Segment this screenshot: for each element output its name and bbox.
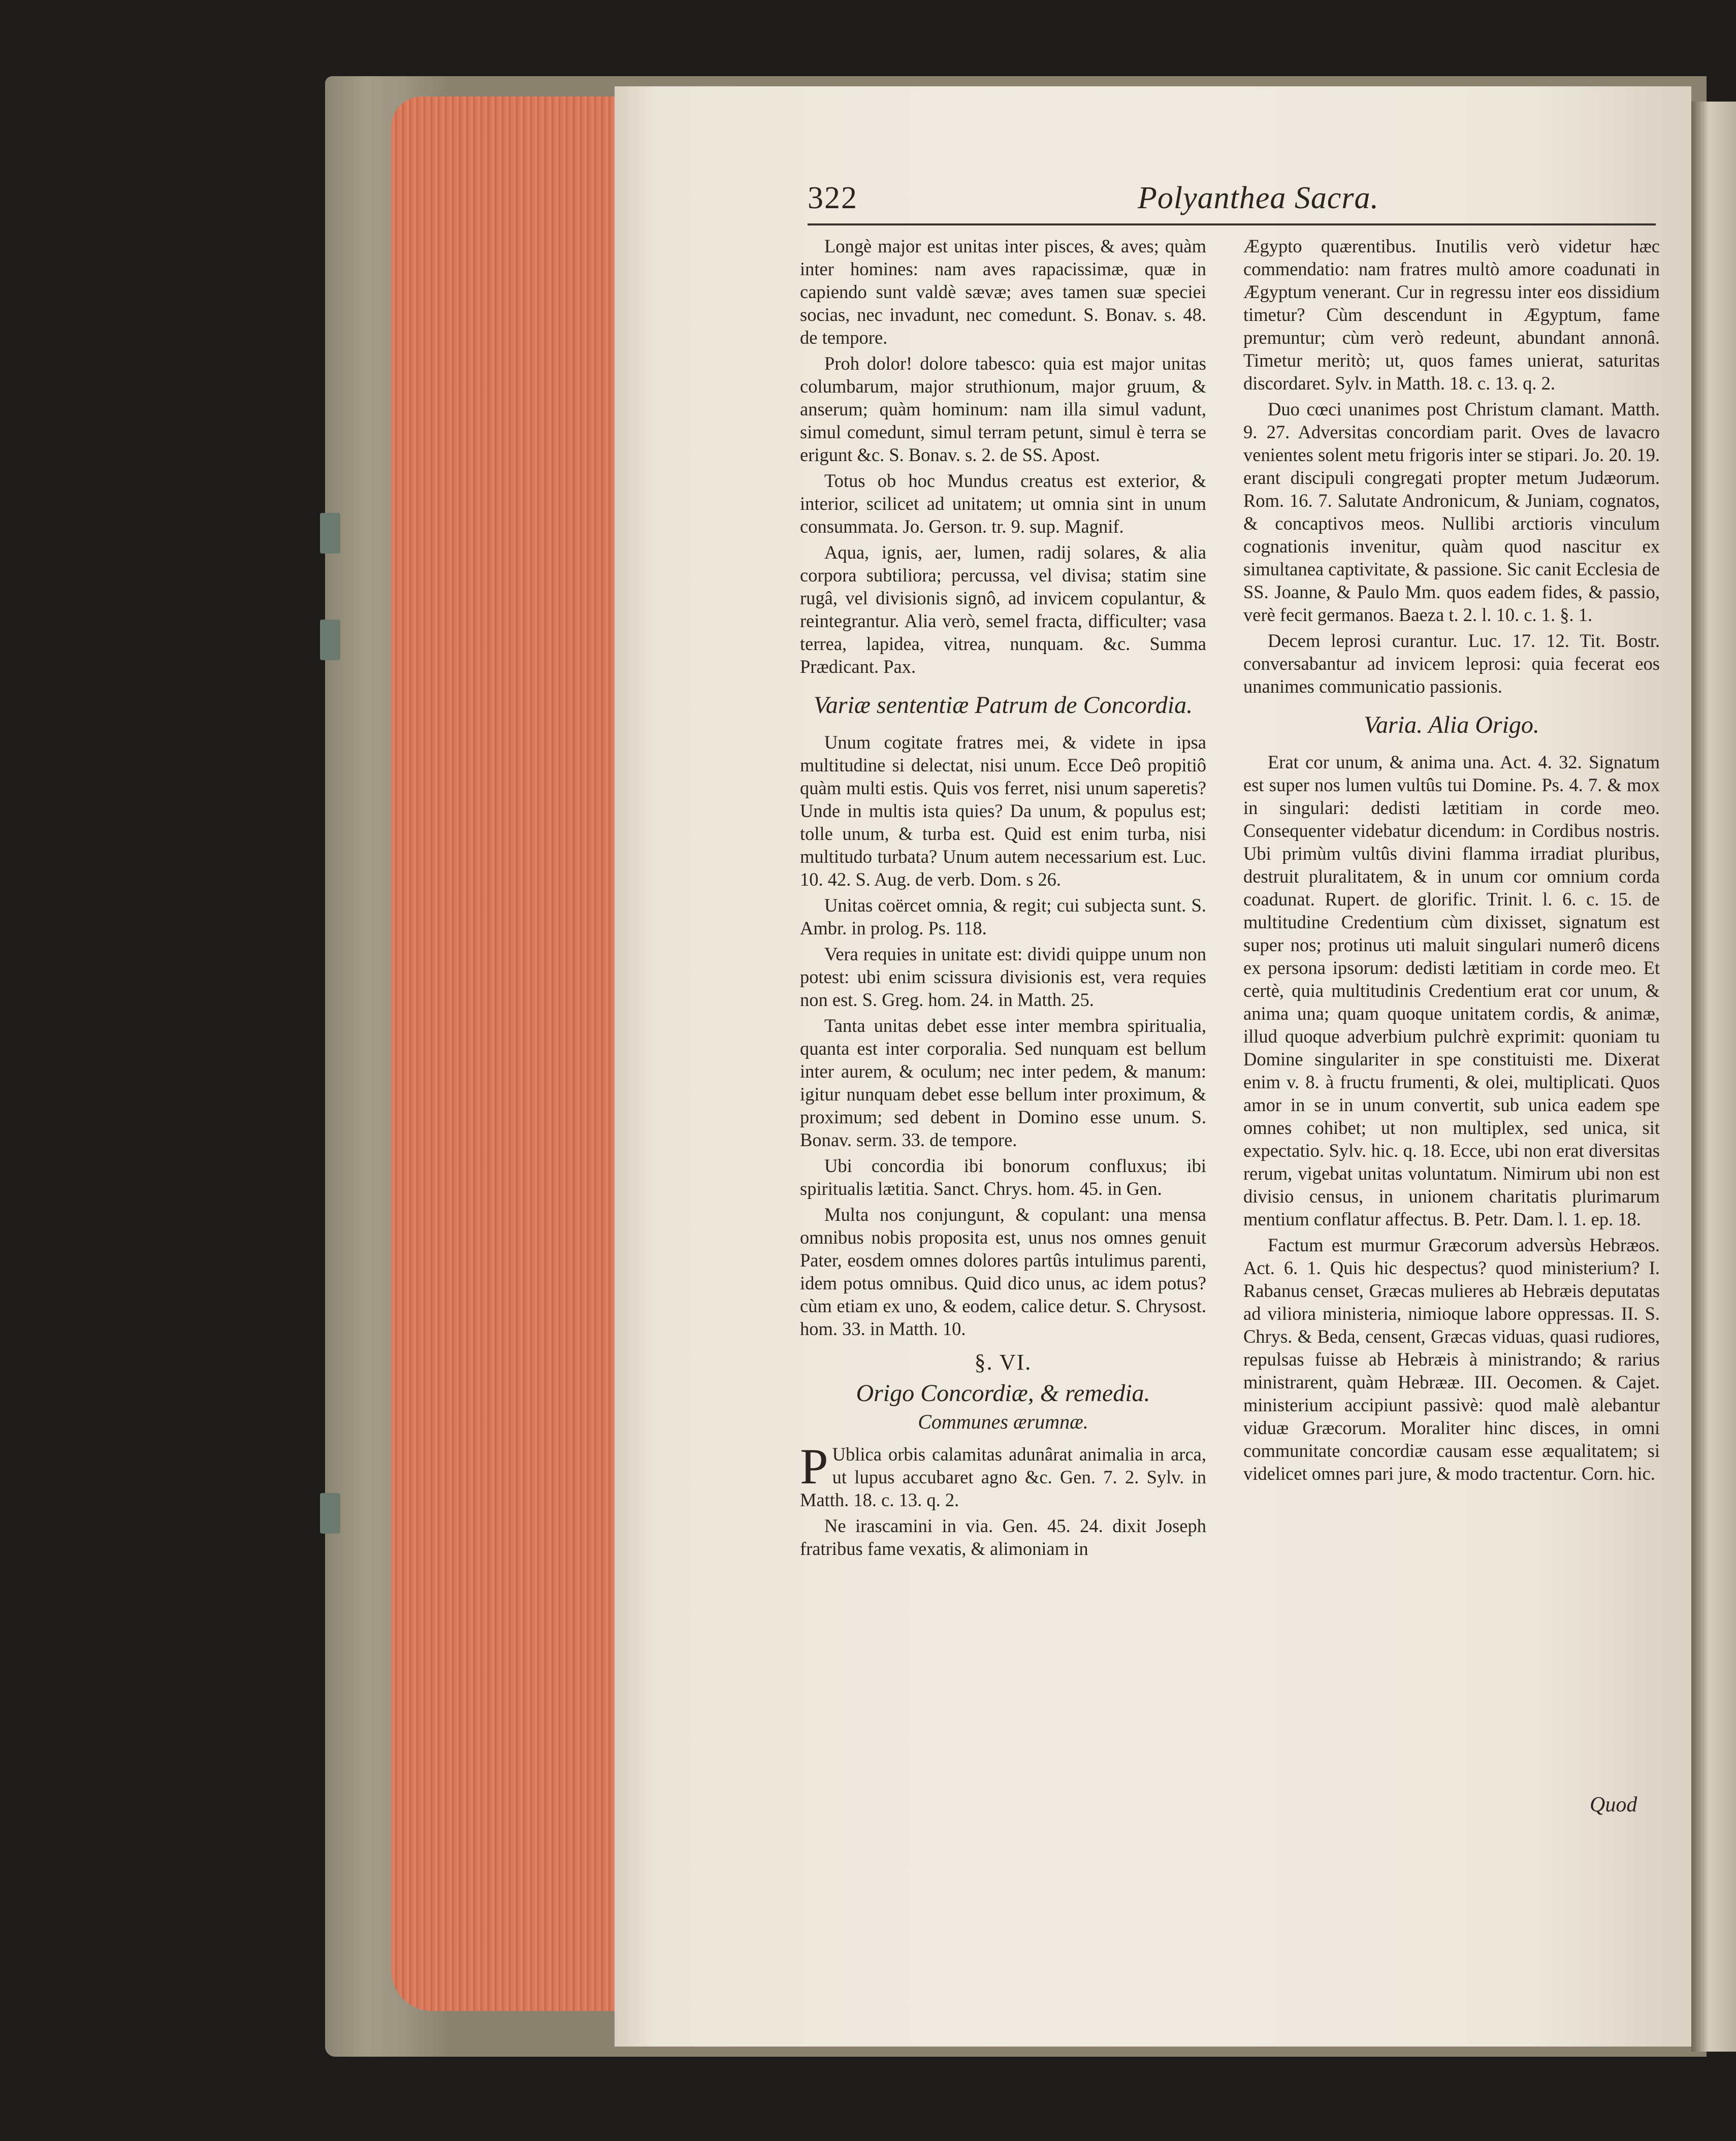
clasp bbox=[320, 620, 340, 660]
dropcap-paragraph bbox=[800, 1438, 1206, 1511]
paragraph: Totus ob hoc Mundus creatus est exterior, & interior, scilicet ad unitatem; ut omnia sint in unum consummata. Jo. Gerson. tr. 9. sup. Magnif. bbox=[800, 470, 1206, 537]
paragraph: Decem leprosi curantur. Luc. 17. 12. Tit. Bostr. conversabantur ad invicem leprosi: quia fecerat eos unanimes communicatio passionis. bbox=[1243, 630, 1660, 697]
section-subtitle: Communes ærumnæ. bbox=[918, 1410, 1088, 1433]
section-title: Origo Concordiæ, & remedia. bbox=[856, 1380, 1150, 1407]
paragraph: Ubi concordia ibi bonorum confluxus; ibi spiritualis lætitia. Sanct. Chrys. hom. 45. in Gen. bbox=[800, 1155, 1206, 1199]
page-number: 322 bbox=[808, 181, 858, 215]
paragraph: Factum est murmur Græcorum adversùs Hebræos. Act. 6. 1. Quis hic despectus? quod ministerium? I. Rabanus censet, Græcas mulieres ab Hebræis deputatas ad viliora ministeria, nimioque labore oppressas. II. S. Chrys. & Beda, censent, Græcas viduas, quasi rudiores, repulsas fuisse ab Hebræis à ministrando; & rarius ministrarent, quàm Hebrææ. III. Oecomen. & Cajet. ministerium accipiunt passivè: quod malè alebantur viduæ Græcorum. Moraliter hinc disces, in omni communitate concordiæ causam esse æqualitatem; si videlicet omnes pari jure, & modo tractentur. Corn. hic. bbox=[1243, 1235, 1660, 1484]
dropcap-letter: P bbox=[800, 1438, 828, 1495]
paragraph: Vera requies in unitate est: dividi quippe unum non potest: ubi enim scissura divisionis est, vera requies non est. S. Greg. hom. 24. in Matth. 25. bbox=[800, 944, 1206, 1010]
paragraph: Proh dolor! dolore tabesco: quia est major unitas columbarum, major struthionum, major gruum, & anserum; quàm hominum: nam illa simul vadunt, simul comedunt, simul terram petunt, simul è terra se erigunt &c. S. Bonav. s. 2. de SS. Apost. bbox=[800, 353, 1206, 465]
clasp bbox=[320, 1493, 340, 1534]
section-number: §. VI. bbox=[974, 1350, 1032, 1375]
running-title: Polyanthea Sacra. bbox=[1138, 181, 1379, 215]
header-rule bbox=[808, 223, 1656, 225]
clasp bbox=[320, 513, 340, 554]
paragraph: Aqua, ignis, aer, lumen, radij solares, & alia corpora subtiliora; percussa, vel divisa; statim sine rugâ, vel divisionis signô, ad invicem copulantur, & reintegrantur. Alia verò, semel fracta, difficulter; vasa terrea, lapidea, vitrea, nunquam. &c. Summa Prædicant. Pax. bbox=[800, 542, 1206, 677]
paragraph: Tanta unitas debet esse inter membra spiritualia, quanta est inter corporalia. Sed nunquam est bellum inter aurem, & oculum; nec inter pedem, & manum: igitur nunquam debet esse bellum inter proximum, & proximum; sed debent in Domino esse unum. S. Bonav. serm. 33. de tempore. bbox=[800, 1015, 1206, 1150]
catchword: Quod bbox=[1590, 1793, 1637, 1816]
paragraph: Unitas coërcet omnia, & regit; cui subjecta sunt. S. Ambr. in prolog. Ps. 118. bbox=[800, 895, 1206, 938]
dropcap-text: Ublica orbis calamitas adunârat animalia in arca, ut lupus accubaret agno &c. Gen. 7. 2. Sylv. in Matth. 18. c. 13. q. 2. bbox=[800, 1444, 1206, 1510]
page-edges bbox=[391, 96, 625, 2011]
paragraph: Erat cor unum, & anima una. Act. 4. 32. Signatum est super nos lumen vultûs tui Domine. Ps. 4. 7. & mox in singulari: dedisti lætitiam in corde meo. Consequenter videbatur dicendum: in Cordibus nostris. Ubi primùm vultûs divini flamma irradiat pluribus, destruit pluralitatem, & in unum cor omnium corda coadunat. Rupert. de glorific. Trinit. l. 6. c. 15. de multitudine Credentium cùm dixisset, signatum est super nos; protinus uti maluit singulari numerô dicens ex persona ipsorum: dedisti lætitiam in corde meo. Et certè, quia multitudinis Credentium erat cor unum, & anima una; quam quoque unitatem cordis, & animæ, illud quoque adverbium pulchrè exprimit: quoniam tu Domine singulariter in spe constituisti me. Dixerat enim v. 8. à fructu frumenti, & olei, multiplicati. Quos amor in se in unum convertit, sub unica eadem spe omnes cohibet; ut non multiplex, sed unica, sit expectatio. Sylv. hic. q. 18. Ecce, ubi non erat diversitas rerum, vigebat unitas voluntatum. Nimirum ubi non est divisio census, in unionem charitatis plurimarum mentium conflatur affectus. B. Petr. Dam. l. 1. ep. 18. bbox=[1243, 752, 1660, 1229]
paragraph: Ægypto quærentibus. Inutilis verò videtur hæc commendatio: nam fratres multò amore coadunati in Ægyptum venerant. Cur in regressu inter eos dissidium timetur? Cùm descendunt in Ægyptum, fame premuntur; cùm verò redeunt, abundant annonâ. Timetur meritò; ut, quos fames unierat, saturitas discordaret. Sylv. in Matth. 18. c. 13. q. 2. bbox=[1243, 236, 1660, 394]
facing-page-edge bbox=[1691, 102, 1736, 2052]
right-column bbox=[1243, 235, 1660, 1488]
left-column bbox=[800, 235, 1206, 1563]
paragraph: Longè major est unitas inter pisces, & aves; quàm inter homines: nam aves rapacissimæ, quæ in capiendo sunt valdè sævæ; aves tamen suæ speciei socias, nec invadunt, nec comedunt. S. Bonav. s. 48. de tempore. bbox=[800, 236, 1206, 348]
section-heading: Variæ sententiæ Patrum de Concordia. bbox=[813, 692, 1193, 719]
paragraph: Duo cœci unanimes post Christum clamant. Matth. 9. 27. Adversitas concordiam parit. Oves de lavacro venientes solent metu frigoris inter se stipari. Jo. 20. 19. erant discipuli congregati propter metum Judæorum. Rom. 16. 7. Salutate Andronicum, & Juniam, cognatos, & concaptivos meos. Nullibi arctioris vinculum cognationis invenitur, quàm quod nascitur ex simultanea captivitate, & passione. Sic canit Ecclesia de SS. Joanne, & Paulo Mm. quos eadem fides, & passio, verè fecit germanos. Baeza t. 2. l. 10. c. 1. §. 1. bbox=[1243, 399, 1660, 625]
paragraph: Multa nos conjungunt, & copulant: una mensa omnibus nobis proposita est, unus nos omnes genuit Pater, eosdem omnes dolores partûs intulimus parenti, idem potus omnibus. Quid dico unus, ac idem potus? cùm etiam ex uno, & eodem, calice detur. S. Chrysost. hom. 33. in Matth. 10. bbox=[800, 1204, 1206, 1339]
paragraph: Unum cogitate fratres mei, & videte in ipsa multitudine si delectat, nisi unum. Ecce Deô propitiô quàm multi estis. Quis vos ferret, nisi unum saperetis? Unde in multis ista quies? Da unum, & populus est; tolle unum, & turba est. Quid est enim turba, nisi multitudo turbata? Unum autem necessarium est. Luc. 10. 42. S. Aug. de verb. Dom. s 26. bbox=[800, 732, 1206, 890]
paragraph: Ne irascamini in via. Gen. 45. 24. dixit Joseph fratribus fame vexatis, & alimoniam in bbox=[800, 1515, 1206, 1559]
section-heading: Varia. Alia Origo. bbox=[1364, 711, 1539, 738]
